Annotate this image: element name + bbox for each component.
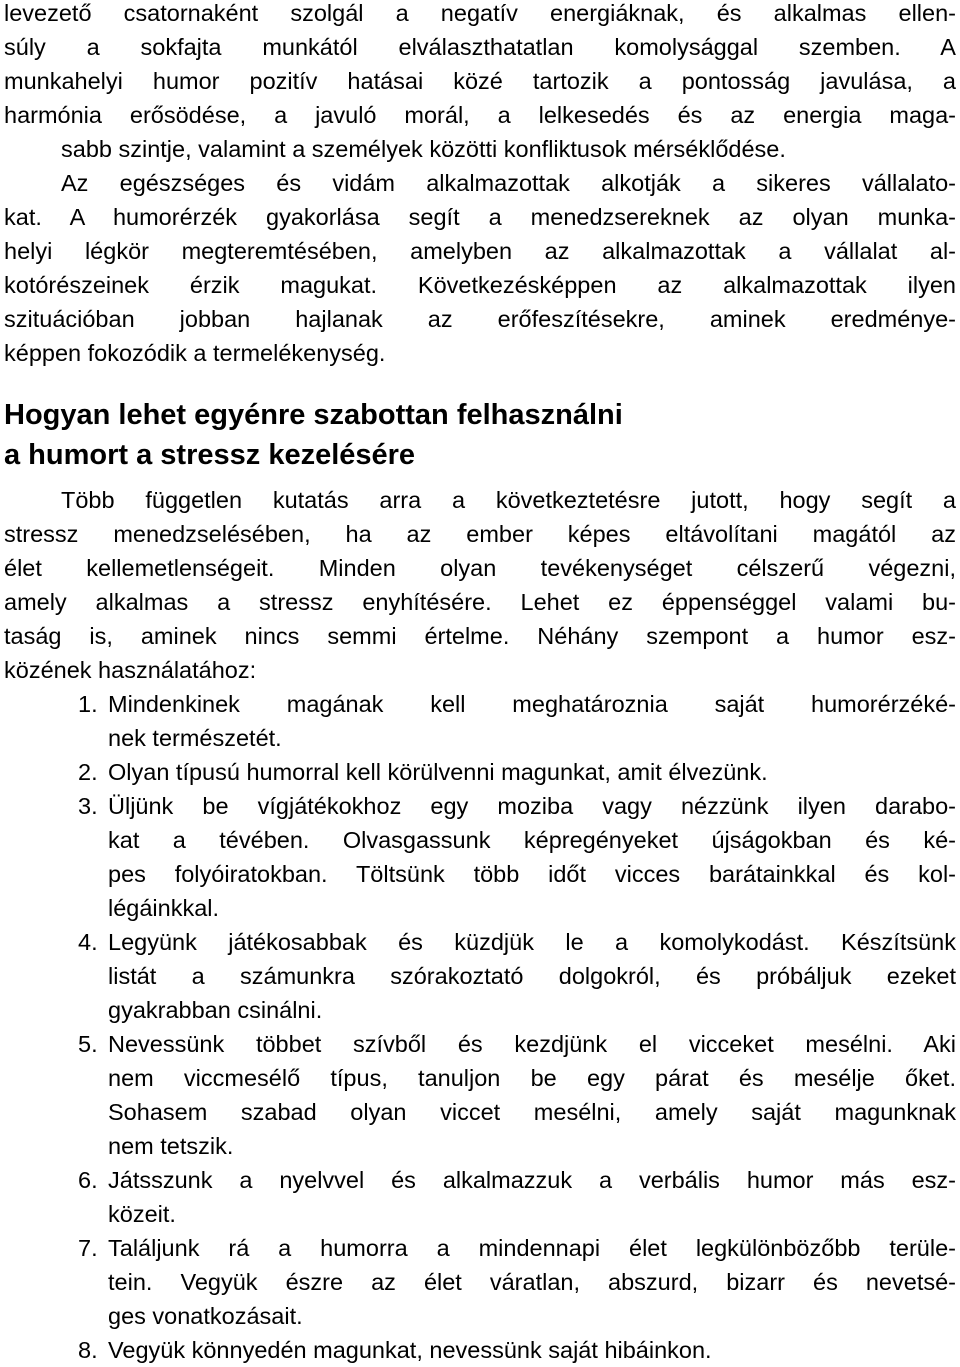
list-number: 2. (78, 759, 98, 785)
section-line: amely alkalmas a stressz enyhítésére. Lehet ez éppenséggel valami bu- (4, 589, 956, 615)
list-item (4, 789, 956, 925)
list-number: 7. (78, 1235, 98, 1261)
list-number: 6. (78, 1167, 98, 1193)
list-line: gyakrabban csinálni. (108, 997, 323, 1023)
list-line: Sohasem szabad olyan viccet mesélni, amely saját magunknak (108, 1099, 956, 1125)
intro-line: képpen fokozódik a termelékenység. (4, 340, 386, 366)
section-heading (4, 395, 956, 475)
list-line: Olyan típusú humorral kell körülvenni magunkat, amit élvezünk. (108, 759, 768, 785)
list-number: 5. (78, 1031, 98, 1057)
list-item (4, 1231, 956, 1333)
intro-line: levezető csatornaként szolgál a negatív energiáknak, és alkalmas ellen- (4, 0, 956, 26)
tips-list (4, 687, 956, 1367)
list-line: nek természetét. (108, 725, 282, 751)
intro-line: harmónia erősödése, a javuló morál, a lelkesedés és az energia maga- (4, 102, 956, 128)
list-line: Találjunk rá a humorra a mindennapi élet legkülönbözőbb terüle- (108, 1235, 956, 1261)
section-line: stressz menedzselésében, ha az ember képes eltávolítani magától az (4, 521, 956, 547)
list-line: Nevessünk többet szívből és kezdjünk el vicceket mesélni. Aki (108, 1031, 956, 1057)
list-number: 8. (78, 1337, 98, 1363)
section-paragraph (4, 483, 956, 687)
list-item (4, 1333, 956, 1367)
list-line: Mindenkinek magának kell meghatároznia saját humorérzéké- (108, 691, 956, 717)
list-line: légáinkkal. (108, 895, 220, 921)
intro-line: sabb szintje, valamint a személyek közötti konfliktusok mérséklődése. (61, 136, 786, 162)
intro-line: szituációban jobban hajlanak az erőfeszítésekre, aminek eredménye- (4, 306, 956, 332)
list-item (4, 1027, 956, 1163)
section-line: közének használatához: (4, 657, 257, 683)
list-line: pes folyóiratokban. Töltsünk több időt vicces barátainkkal és kol- (108, 861, 956, 887)
list-item (4, 755, 956, 789)
intro-line: súly a sokfajta munkától elválaszthatatlan komolysággal szemben. A (4, 34, 956, 60)
list-number: 4. (78, 929, 98, 955)
list-line: nem tetszik. (108, 1133, 234, 1159)
heading-line: a humort a stressz kezelésére (4, 439, 416, 471)
list-line: Üljünk be vígjátékokhoz egy moziba vagy nézzünk ilyen darabo- (108, 793, 956, 819)
list-item (4, 925, 956, 1027)
heading-line: Hogyan lehet egyénre szabottan felhasználni (4, 399, 623, 431)
section-line: élet kellemetlenségeit. Minden olyan tevékenységet célszerű végezni, (4, 555, 956, 581)
section-line: Több független kutatás arra a következtetésre jutott, hogy segít a (61, 487, 956, 513)
list-line: tein. Vegyük észre az élet váratlan, abszurd, bizarr és nevetsé- (108, 1269, 956, 1295)
intro-line: munkahelyi humor pozitív hatásai közé tartozik a pontosság javulása, a (4, 68, 956, 94)
intro-line: Az egészséges és vidám alkalmazottak alkotják a sikeres vállalato- (61, 170, 956, 196)
list-line: kat a tévében. Olvasgassunk képregényeket újságokban és ké- (108, 827, 956, 853)
list-line: ges vonatkozásait. (108, 1303, 303, 1329)
intro-line: kotórészeinek érzik magukat. Következésképpen az alkalmazottak ilyen (4, 272, 956, 298)
list-line: Játsszunk a nyelvvel és alkalmazzuk a verbális humor más esz- (108, 1167, 956, 1193)
intro-line: kat. A humorérzék gyakorlása segít a menedzsereknek az olyan munka- (4, 204, 956, 230)
intro-paragraph (4, 0, 956, 370)
list-item (4, 687, 956, 755)
list-line: közeit. (108, 1201, 176, 1227)
list-line: Vegyük könnyedén magunkat, nevessünk saját hibáinkon. (108, 1337, 712, 1363)
list-line: listát a számunkra szórakoztató dolgokról, és próbáljuk ezeket (108, 963, 956, 989)
intro-line: helyi légkör megteremtésében, amelyben az alkalmazottak a vállalat al- (4, 238, 956, 264)
list-number: 3. (78, 793, 98, 819)
list-line: Legyünk játékosabbak és küzdjük le a komolykodást. Készítsünk (108, 929, 956, 955)
list-number: 1. (78, 691, 98, 717)
list-line: nem viccmesélő típus, tanuljon be egy párat és mesélje őket. (108, 1065, 956, 1091)
list-item (4, 1163, 956, 1231)
section-line: taság is, aminek nincs semmi értelme. Néhány szempont a humor esz- (4, 623, 956, 649)
